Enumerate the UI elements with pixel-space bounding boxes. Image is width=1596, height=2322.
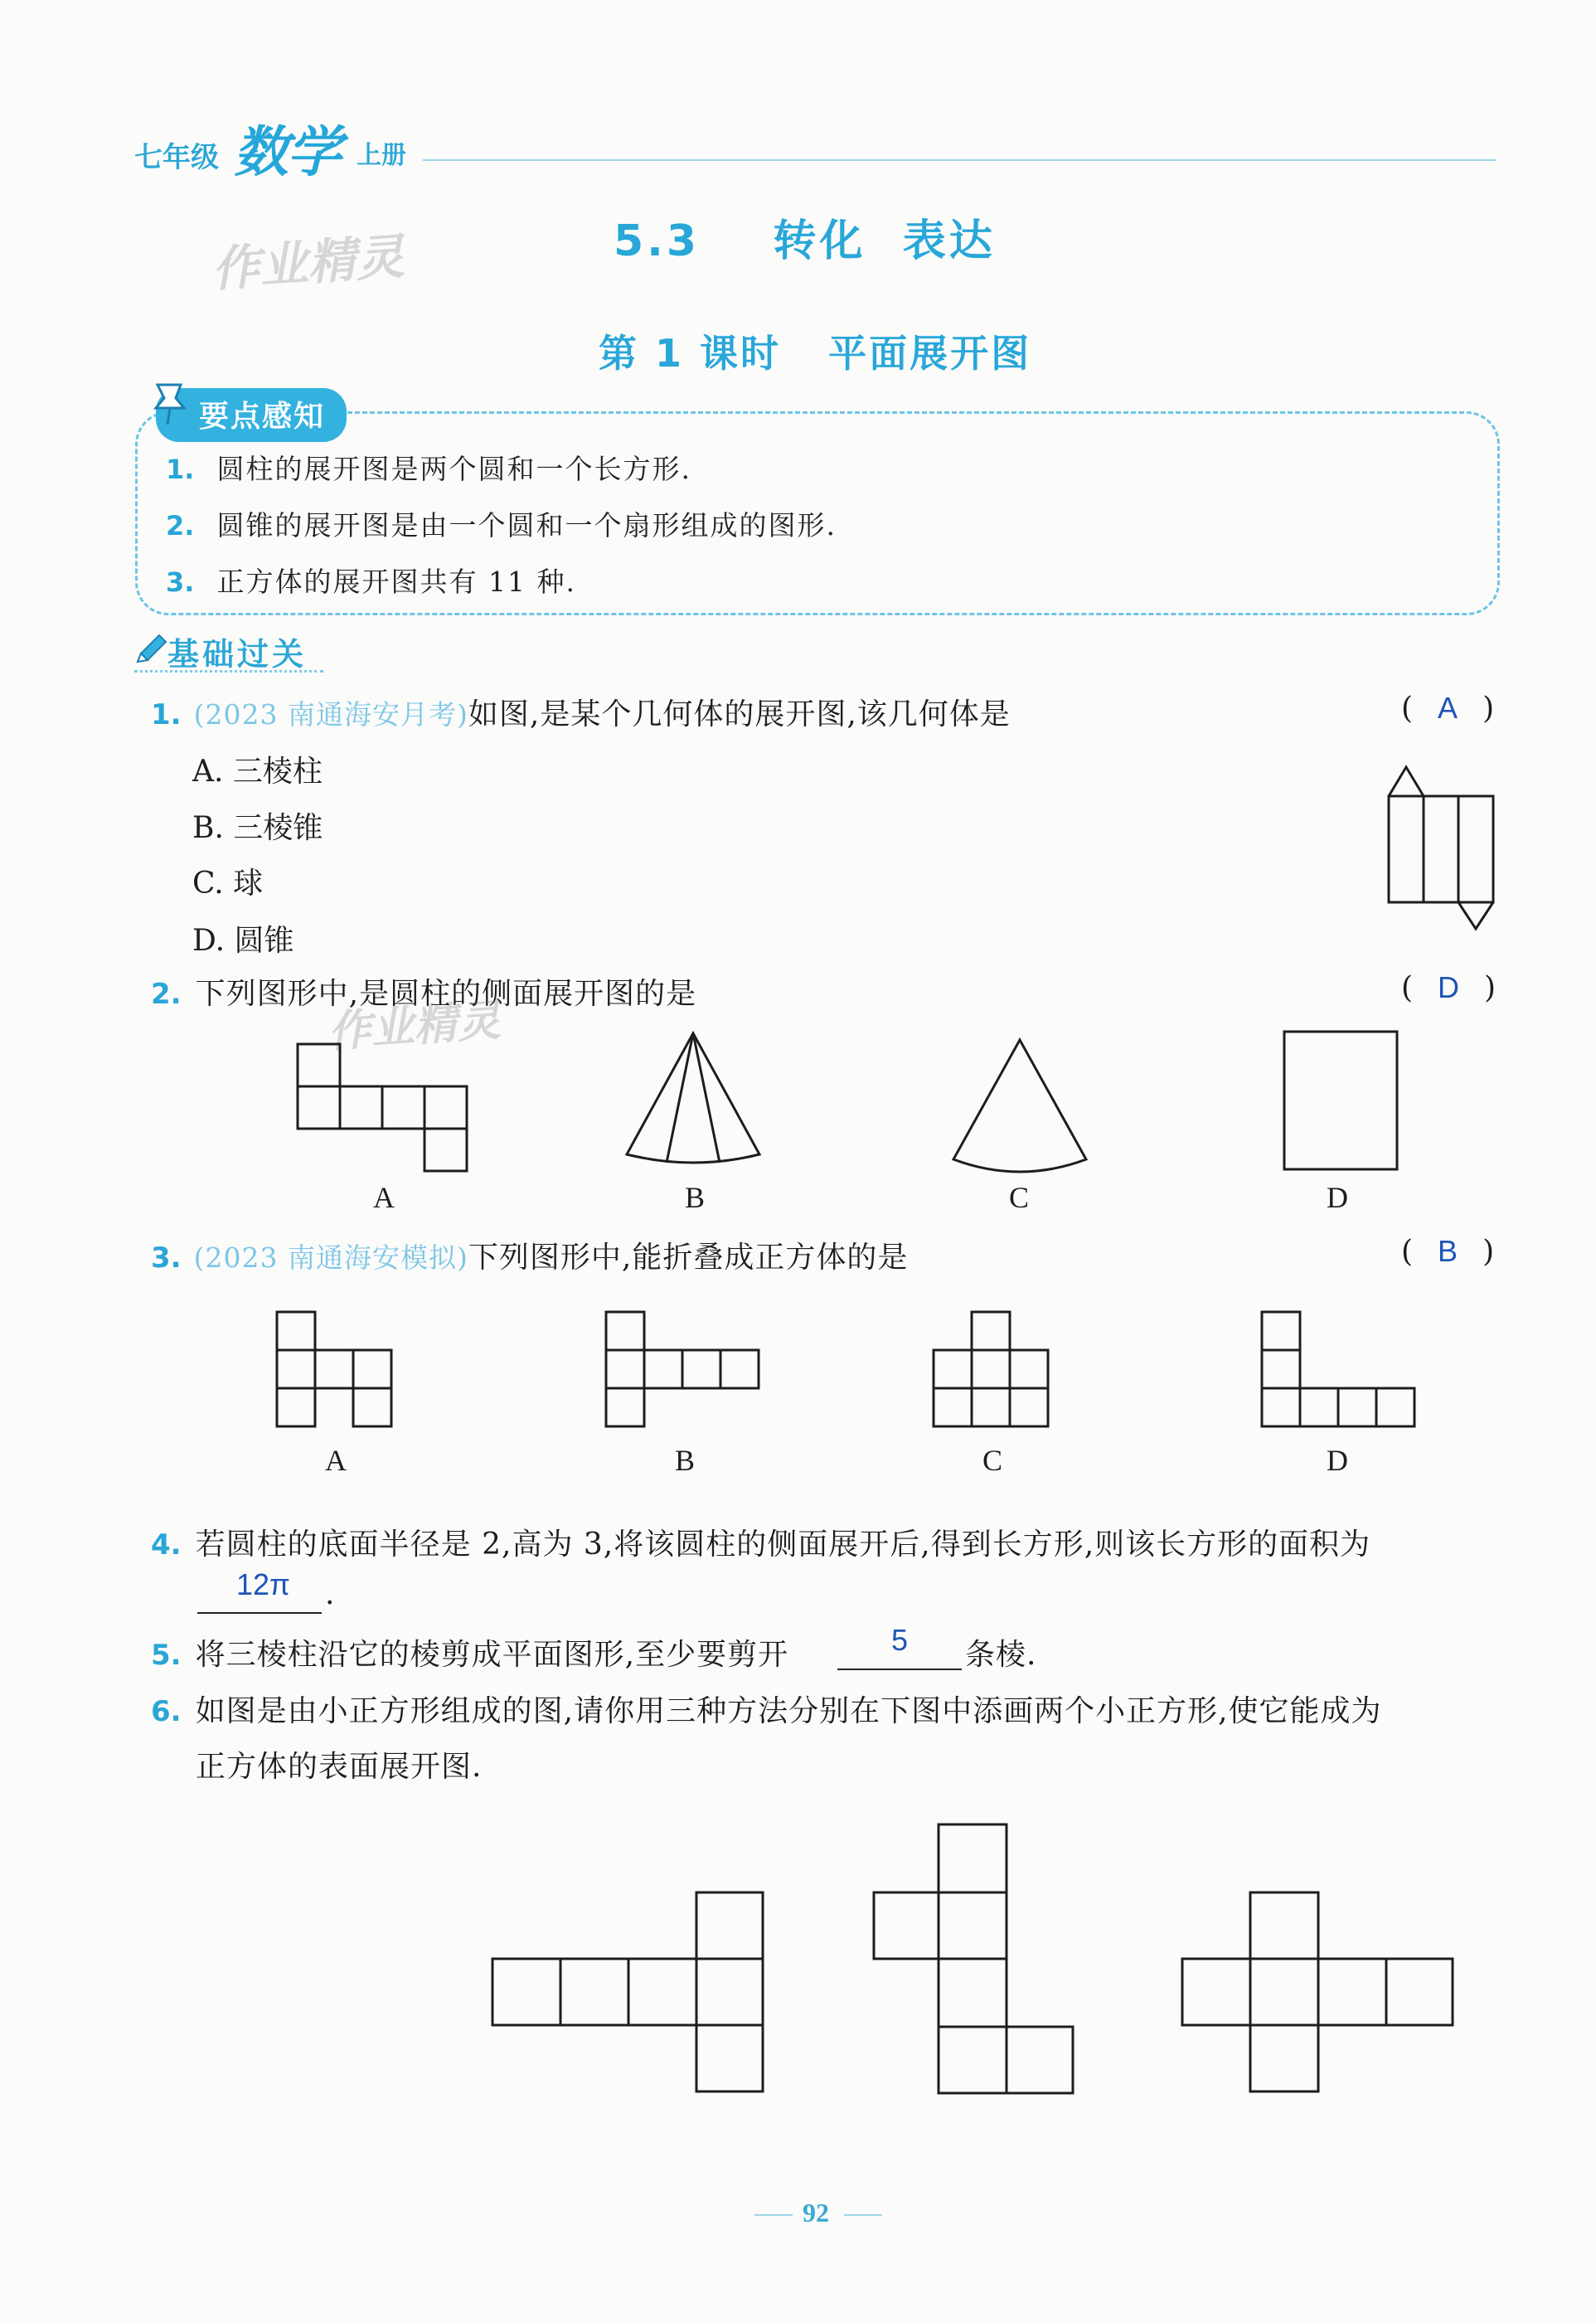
question-number: 5. [151, 1639, 182, 1672]
option-b: B. 三棱锥 [192, 811, 323, 845]
section-number: 5.3 [614, 216, 701, 266]
question-number: 6. [151, 1695, 182, 1728]
question-text: 将三棱柱沿它的棱剪成平面图形,至少要剪开 [195, 1638, 789, 1672]
key-point-3 [166, 561, 576, 600]
question-text: 下列图形中,能折叠成正方体的是 [468, 1241, 909, 1275]
question-source: (2023 南通海安月考) [193, 698, 468, 731]
basics-heading: 基础过关 [167, 636, 308, 673]
question-text: 若圆柱的底面半径是 2,高为 3,将该圆柱的侧面展开后,得到长方形,则该长方形的面积为 [195, 1528, 1371, 1562]
q3-caption-d: D [1327, 1444, 1348, 1477]
key-point-num: 3. [166, 566, 195, 598]
answer-paren-1: ( A ) [1401, 691, 1495, 726]
pin-icon [149, 380, 192, 428]
q3-caption-b: B [675, 1444, 696, 1477]
key-point-num: 2. [166, 510, 195, 542]
q4-tail: . [325, 1577, 336, 1611]
q3-figure-b [603, 1309, 764, 1431]
question-source: (2023 南通海安模拟) [193, 1241, 468, 1274]
q3-caption-a: A [325, 1444, 347, 1477]
key-point-num: 1. [166, 454, 195, 485]
subject-label: 数学 [234, 120, 340, 184]
q3-figure-a [274, 1309, 396, 1431]
option-c: C. 球 [192, 867, 264, 901]
q3-figure-d [1259, 1309, 1419, 1431]
q5-tail: 条棱. [965, 1638, 1037, 1672]
page-dash-right [844, 2214, 882, 2216]
question-5 [151, 1631, 788, 1673]
q2-figure-d [1281, 1028, 1401, 1173]
volume-label: 上册 [357, 141, 406, 170]
q2-caption-a: A [373, 1181, 395, 1214]
question-3 [151, 1234, 908, 1276]
option-d: D. 圆锥 [192, 924, 294, 958]
lesson-title: 平面展开图 [828, 331, 1032, 376]
lesson-label: 第 1 课时 [599, 331, 782, 376]
prism-net-figure [1376, 759, 1501, 937]
question-number: 3. [151, 1241, 182, 1275]
question-4 [151, 1521, 1370, 1563]
option-a: A. 三棱柱 [192, 755, 323, 789]
question-number: 2. [151, 978, 182, 1011]
key-point-2 [166, 504, 837, 543]
grade-label: 七年级 [134, 141, 219, 174]
answer-1: A [1438, 691, 1458, 725]
q2-figure-c [949, 1035, 1090, 1176]
pencil-icon [133, 632, 169, 668]
q2-caption-b: B [685, 1181, 706, 1214]
question-text: 如图是由小正方形组成的图,请你用三种方法分别在下图中添画两个小正方形,使它能成为 [195, 1694, 1382, 1728]
question-number: 1. [151, 698, 182, 731]
q2-figure-a [294, 1041, 473, 1173]
q3-caption-c: C [982, 1444, 1003, 1477]
watermark-2: 作业精灵 [326, 995, 502, 1058]
question-6 [151, 1688, 1382, 1730]
question-number: 4. [151, 1528, 182, 1562]
q2-caption-d: D [1327, 1181, 1348, 1214]
answer-4: 12π [236, 1567, 290, 1601]
answer-2: D [1438, 970, 1460, 1004]
q2-caption-c: C [1009, 1181, 1030, 1214]
key-point-1 [166, 448, 691, 487]
q2-figure-b [623, 1028, 763, 1173]
key-point-text: 圆锥的展开图是由一个圆和一个扇形组成的图形. [216, 509, 837, 542]
answer-3: B [1438, 1234, 1458, 1268]
blank-5 [837, 1669, 962, 1670]
answer-paren-2: ( D ) [1401, 970, 1497, 1005]
answer-5: 5 [891, 1623, 909, 1657]
blank-4 [197, 1612, 322, 1614]
key-point-text: 圆柱的展开图是两个圆和一个长方形. [216, 453, 692, 485]
section-title: 转化 表达 [773, 216, 996, 266]
header-rule [423, 159, 1497, 161]
section-heading [614, 206, 996, 268]
question-text: 如图,是某个几何体的展开图,该几何体是 [468, 697, 1011, 731]
q6-figure-2 [871, 1821, 1078, 2098]
answer-paren-3: ( B ) [1401, 1234, 1495, 1269]
q6-figure-3 [1179, 1889, 1456, 2098]
page-number: 92 [803, 2198, 829, 2227]
lesson-heading [599, 323, 1031, 378]
watermark: 作业精灵 [210, 227, 406, 298]
q3-figure-c [930, 1309, 1053, 1431]
question-6-line2: 正方体的表面展开图. [196, 1750, 483, 1784]
key-points-heading: 要点感知 [156, 388, 347, 442]
basics-underline [134, 670, 323, 673]
key-point-text: 正方体的展开图共有 11 种. [216, 566, 576, 598]
question-text: 下列图形中,是圆柱的侧面展开图的是 [195, 977, 697, 1011]
question-1 [151, 691, 1011, 733]
page-dash-left [754, 2214, 793, 2216]
q6-figure-1 [489, 1889, 766, 2098]
